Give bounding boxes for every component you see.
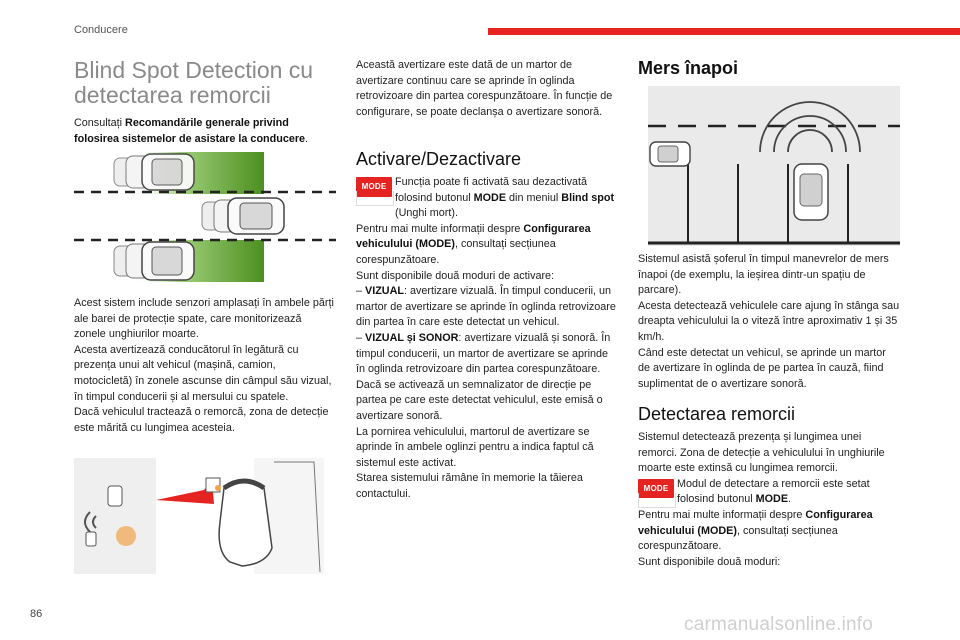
approaching-car-icon [650, 142, 690, 166]
header-accent-bar [488, 28, 960, 35]
mirror-illustration [74, 458, 324, 574]
car-bottom-icon [114, 242, 194, 280]
reverse-illustration [648, 86, 900, 246]
column-2-intro: Această avertizare este dată de un martor de avertizare continuu care se aprinde în oglinda retrovizoare din partea corespunzătoare. În funcție de configurare, se poate declanșa o avertizare sonoră. [356, 59, 613, 118]
reverse-paragraph-3: Când este detectat un vehicul, se aprinde un martor de avertizare în oglinda de pe partea în cauză, fiind suplimentat de o avertizare sonoră. [638, 346, 886, 390]
consult-link: Recomandările generale privind folosirea sistemelor de asistare la conducere [74, 117, 306, 145]
paragraph-trailer: Dacă vehiculul tractează o remorcă, zona de detecție este mărită cu lungimea acesteia. [74, 406, 329, 434]
modes-intro: Sunt disponibile două moduri de activare: [356, 269, 555, 282]
mode-visual: – VIZUAL: avertizare vizuală. În timpul conducerii, un martor de avertizare se aprinde în oglinda retrovizoare din partea în care este detectat un vehicul. [356, 285, 616, 329]
paragraph-sensors: Acest sistem include senzori amplasați în ambele părți ale barei de protecție spate, care monitorizează zonele unghiurilor moarte. [74, 297, 334, 341]
column-1 [74, 58, 336, 147]
mirror-icon [219, 481, 272, 566]
page-title: Blind Spot Detection cu detectarea remorcii [74, 57, 314, 108]
column-1-body [74, 296, 336, 436]
car-top-icon [114, 154, 194, 190]
config-reference: Pentru mai multe informații despre Configurarea vehiculului (MODE), consultați secțiunea corespunzătoare. [356, 222, 591, 266]
trailer-config-reference: Pentru mai multe informații despre Configurarea vehiculului (MODE), consultați secțiunea corespunzătoare. [638, 508, 873, 553]
activation-heading: Activare/Dezactivare [356, 149, 522, 169]
trailer-paragraph: Sistemul detectează prezența și lungimea unei remorci. Zona de detecție a vehiculului în unghiurile moarte este extinsă cu lungimea remorcii. [638, 431, 885, 475]
trailer-heading: Detectarea remorcii [638, 404, 796, 424]
trailer-modes-intro: Sunt disponibile două moduri: [638, 555, 781, 568]
trailer-mode-info: MODE Modul de detectare a remorcii este setat folosind butonul MODE. [638, 477, 900, 508]
warning-car-icon [108, 486, 122, 506]
pointer-arrow [156, 480, 214, 504]
mode-visual-sound: – VIZUAL și SONOR: avertizare vizuală și sonoră. În timpul conducerii, un martor de avertizare se aprinde în oglinda retrovizoare din partea corespunzătoare. Dacă se activează un semnalizator de direcție pe partea pe care este detectat vehiculul, este emisă o avertizare sonoră. [356, 331, 611, 422]
page-number: 86 [30, 608, 43, 620]
consult-paragraph: Consultați Recomandările generale privind folosirea sistemelor de asistare la conducere. [74, 117, 309, 145]
startup-paragraph: La pornirea vehiculului, martorul de avertizare se aprinde în ambele oglinzi pentru a indica faptul că sistemul este activat. [356, 425, 594, 469]
column-2-body [356, 175, 618, 502]
mode-badge-icon: MODE [356, 177, 392, 197]
reverse-paragraph-1: Sistemul asistă șoferul în timpul manevrelor de mers înapoi (de exemplu, la ieșirea dintr-un spațiu de parcare). [638, 253, 889, 297]
reverse-body [638, 252, 900, 392]
mode-badge-icon: MODE [638, 479, 674, 499]
trailer-heading-wrap [638, 404, 900, 425]
memory-paragraph: Starea sistemului rămâne în memorie la tăierea contactului. [356, 472, 583, 500]
reverse-paragraph-2: Acesta detectează vehiculele care ajung în stânga sau dreapta vehiculului la o viteză între aproximativ 1 și 35 km/h. [638, 299, 900, 343]
car-middle-icon [202, 198, 284, 234]
paragraph-warns: Acesta avertizează conducătorul în legătură cu prezența unui alt vehicul (mașină, camion, motocicletă) în zonele ascunse din câmpul său vizual, în timpul conducerii și al mersului cu spatele. [74, 343, 332, 403]
reversing-car-icon [794, 164, 828, 220]
mode-info: MODE Funcția poate fi activată sau dezactivată folosind butonul MODE din meniul Blind spot (Unghi mort). [356, 175, 618, 222]
warning-light-icon [116, 526, 136, 546]
watermark: carmanualsonline.info [684, 614, 874, 635]
blind-spot-illustration [74, 148, 336, 284]
reverse-heading: Mers înapoi [638, 58, 739, 78]
section-label: Conducere [74, 24, 128, 36]
reverse-heading-wrap [638, 58, 900, 79]
trailer-body [638, 430, 900, 570]
activation-heading-wrap [356, 149, 618, 170]
